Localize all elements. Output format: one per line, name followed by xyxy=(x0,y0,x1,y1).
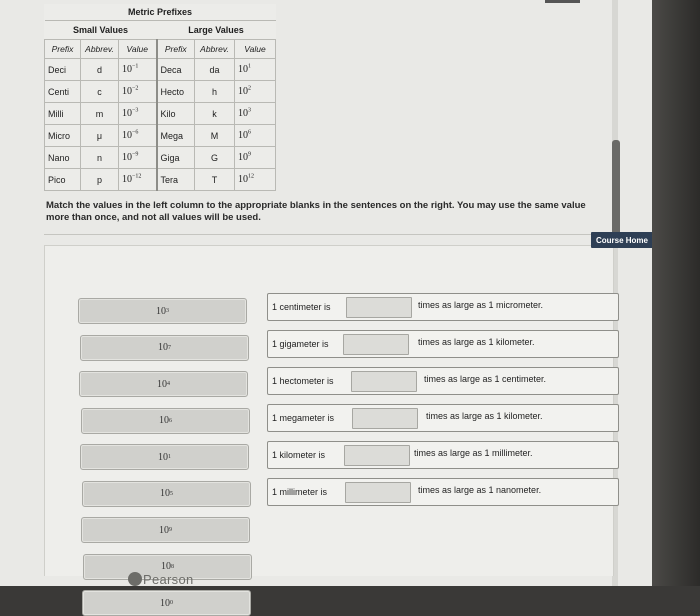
cell-text: 10 xyxy=(238,64,248,75)
small-values-header: Small Values xyxy=(45,21,157,40)
table-cell xyxy=(45,59,81,81)
metric-prefix-table xyxy=(44,4,276,191)
sentence-tail: times as large as 1 kilometer. xyxy=(418,337,535,347)
table-cell xyxy=(45,103,81,125)
pearson-footer: Pearson xyxy=(143,572,194,587)
tile-base: 10 xyxy=(159,524,169,536)
answer-tile[interactable]: 10 6 xyxy=(81,408,250,434)
sentence-tail: times as large as 1 centimeter. xyxy=(424,374,547,384)
column-header: Abbrev. xyxy=(195,40,235,59)
exponent: −3 xyxy=(132,107,139,114)
table-cell xyxy=(157,147,195,169)
table-cell xyxy=(81,81,119,103)
top-bar xyxy=(545,0,580,3)
cell-text: 10 xyxy=(238,86,248,97)
table-cell xyxy=(157,103,195,125)
cell-text: m xyxy=(95,108,104,119)
exponent: 6 xyxy=(248,129,251,136)
tile-base: 10 xyxy=(156,305,166,317)
table-cell xyxy=(119,169,157,191)
cell-text: G xyxy=(210,152,218,163)
cell-text: 10 xyxy=(238,108,248,119)
cell-text: 10 xyxy=(238,152,248,163)
column-header: Abbrev. xyxy=(81,40,119,59)
cell-text: Kilo xyxy=(160,108,176,119)
table-cell xyxy=(119,103,157,125)
cell-text: h xyxy=(211,86,217,97)
table-cell xyxy=(157,59,195,81)
large-values-header: Large Values xyxy=(157,21,276,40)
answer-blank[interactable] xyxy=(346,297,412,318)
sentence-tail: times as large as 1 nanometer. xyxy=(418,485,542,495)
cell-text: T xyxy=(211,174,218,185)
cell-text: 10 xyxy=(122,86,132,97)
exponent: −12 xyxy=(132,173,142,180)
answer-tile[interactable]: 10 3 xyxy=(78,298,247,324)
tile-base: 10 xyxy=(161,561,171,572)
table-row xyxy=(45,125,276,147)
table-cell xyxy=(235,81,276,103)
course-home-button[interactable]: Course Home xyxy=(591,232,653,248)
sentence-tail: times as large as 1 micrometer. xyxy=(418,300,544,310)
table-row xyxy=(45,147,276,169)
column-header: Prefix xyxy=(157,40,195,59)
table-cell xyxy=(119,147,157,169)
table-cell xyxy=(157,169,195,191)
table-cell xyxy=(235,169,276,191)
tile-base: 10 xyxy=(160,488,170,499)
cell-text: Deci xyxy=(48,64,67,75)
table-cell xyxy=(119,125,157,147)
cell-text: 10 xyxy=(238,174,248,185)
table-cell xyxy=(195,59,235,81)
tile-base: 10 xyxy=(160,597,170,609)
sentence-lead: 1 kilometer is xyxy=(272,450,326,460)
cell-text: μ xyxy=(96,130,103,141)
tile-base: 10 xyxy=(158,451,168,463)
table-cell xyxy=(235,59,276,81)
cell-text: Nano xyxy=(48,152,70,163)
answer-blank[interactable] xyxy=(344,445,410,466)
tile-base: 10 xyxy=(159,415,169,426)
sentence-row xyxy=(267,478,619,506)
device-bezel xyxy=(652,0,700,586)
table-cell xyxy=(81,59,119,81)
cell-text: Pico xyxy=(48,174,66,185)
cell-text: k xyxy=(212,108,217,119)
cell-text: d xyxy=(96,64,102,75)
sentence-tail: times as large as 1 kilometer. xyxy=(426,411,543,421)
cell-text: 10 xyxy=(122,108,132,119)
cell-text: Hecto xyxy=(160,86,185,97)
sentence-lead: 1 megameter is xyxy=(272,413,335,423)
answer-blank[interactable] xyxy=(343,334,409,355)
answer-tile[interactable]: 10 5 xyxy=(82,481,251,507)
table-cell xyxy=(45,125,81,147)
cell-text: Centi xyxy=(48,86,70,97)
cell-text: Deca xyxy=(160,64,182,75)
exponent: −1 xyxy=(132,63,139,70)
cell-text: da xyxy=(209,64,220,75)
instructions: Match the values in the left column to the appropriate blanks in the sentences on the right. You may use the same value more than once, and not all values will be used. xyxy=(46,200,586,223)
exponent: 1 xyxy=(248,63,251,70)
table-cell xyxy=(195,125,235,147)
cell-text: 10 xyxy=(122,130,132,141)
cell-text: n xyxy=(96,152,102,163)
table-cell xyxy=(45,169,81,191)
exponent: 12 xyxy=(248,173,254,180)
cell-text: Micro xyxy=(48,130,70,141)
scrollbar-thumb[interactable] xyxy=(612,140,620,235)
cell-text: Giga xyxy=(160,152,180,163)
table-cell xyxy=(45,81,81,103)
table-cell xyxy=(119,81,157,103)
cell-text: c xyxy=(97,86,102,97)
sentence-tail: times as large as 1 millimeter. xyxy=(414,448,533,458)
table-cell xyxy=(235,125,276,147)
table-row xyxy=(45,59,276,81)
table-cell xyxy=(195,169,235,191)
exponent: 3 xyxy=(248,107,251,114)
sentence-lead: 1 gigameter is xyxy=(272,339,329,349)
table-row xyxy=(45,103,276,125)
exponent: −2 xyxy=(132,85,139,92)
tile-base: 10 xyxy=(158,342,168,353)
cell-text: 10 xyxy=(238,130,248,141)
cell-text: 10 xyxy=(122,174,132,185)
exponent: 2 xyxy=(248,85,251,92)
table-title: Metric Prefixes xyxy=(127,7,193,17)
table-cell xyxy=(81,147,119,169)
answer-tile[interactable]: 10 8 xyxy=(83,554,252,580)
exponent: 9 xyxy=(248,151,251,158)
answer-blank[interactable] xyxy=(351,371,417,392)
table-cell xyxy=(195,147,235,169)
answer-tile[interactable]: 10 9 xyxy=(81,517,250,543)
divider xyxy=(44,234,604,235)
table-cell xyxy=(81,125,119,147)
table-row xyxy=(45,81,276,103)
cell-text: Mega xyxy=(160,130,184,141)
sentence-row xyxy=(267,404,619,432)
table-cell xyxy=(235,147,276,169)
answer-tile[interactable]: 10 1 xyxy=(80,444,249,470)
tile-base: 10 xyxy=(157,378,167,390)
table-cell xyxy=(81,169,119,191)
table-body xyxy=(45,59,276,191)
cell-text: 10 xyxy=(122,64,132,75)
table-cell xyxy=(45,147,81,169)
exponent: −6 xyxy=(132,129,139,136)
sentence-row xyxy=(267,367,619,395)
table-cell xyxy=(157,125,195,147)
sentence-lead: 1 centimeter is xyxy=(272,302,331,312)
answer-tile[interactable]: 10 7 xyxy=(80,335,249,361)
sentence-row xyxy=(267,330,619,358)
table-cell xyxy=(81,103,119,125)
cell-text: Tera xyxy=(160,174,179,185)
sentence-lead: 1 hectometer is xyxy=(272,376,334,386)
answer-blank[interactable] xyxy=(352,408,418,429)
table-cell xyxy=(195,81,235,103)
cell-text: M xyxy=(210,130,219,141)
table-row xyxy=(45,169,276,191)
pearson-logo-icon xyxy=(128,572,142,586)
cell-text: 10 xyxy=(122,152,132,163)
sentence-row xyxy=(267,441,619,469)
answer-tile[interactable]: 10 4 xyxy=(79,371,248,397)
sentence-row xyxy=(267,293,619,321)
answer-blank[interactable] xyxy=(345,482,411,503)
column-header: Value xyxy=(119,40,157,59)
table-cell xyxy=(195,103,235,125)
sentence-lead: 1 millimeter is xyxy=(272,487,328,497)
table-cell xyxy=(119,59,157,81)
table-cell xyxy=(235,103,276,125)
cell-text: p xyxy=(96,174,102,185)
table-cell xyxy=(157,81,195,103)
column-header: Prefix xyxy=(45,40,81,59)
exponent: −9 xyxy=(132,151,139,158)
column-header: Value xyxy=(235,40,276,59)
cell-text: Milli xyxy=(48,108,64,119)
answer-tile[interactable]: 10 0 xyxy=(82,590,251,616)
